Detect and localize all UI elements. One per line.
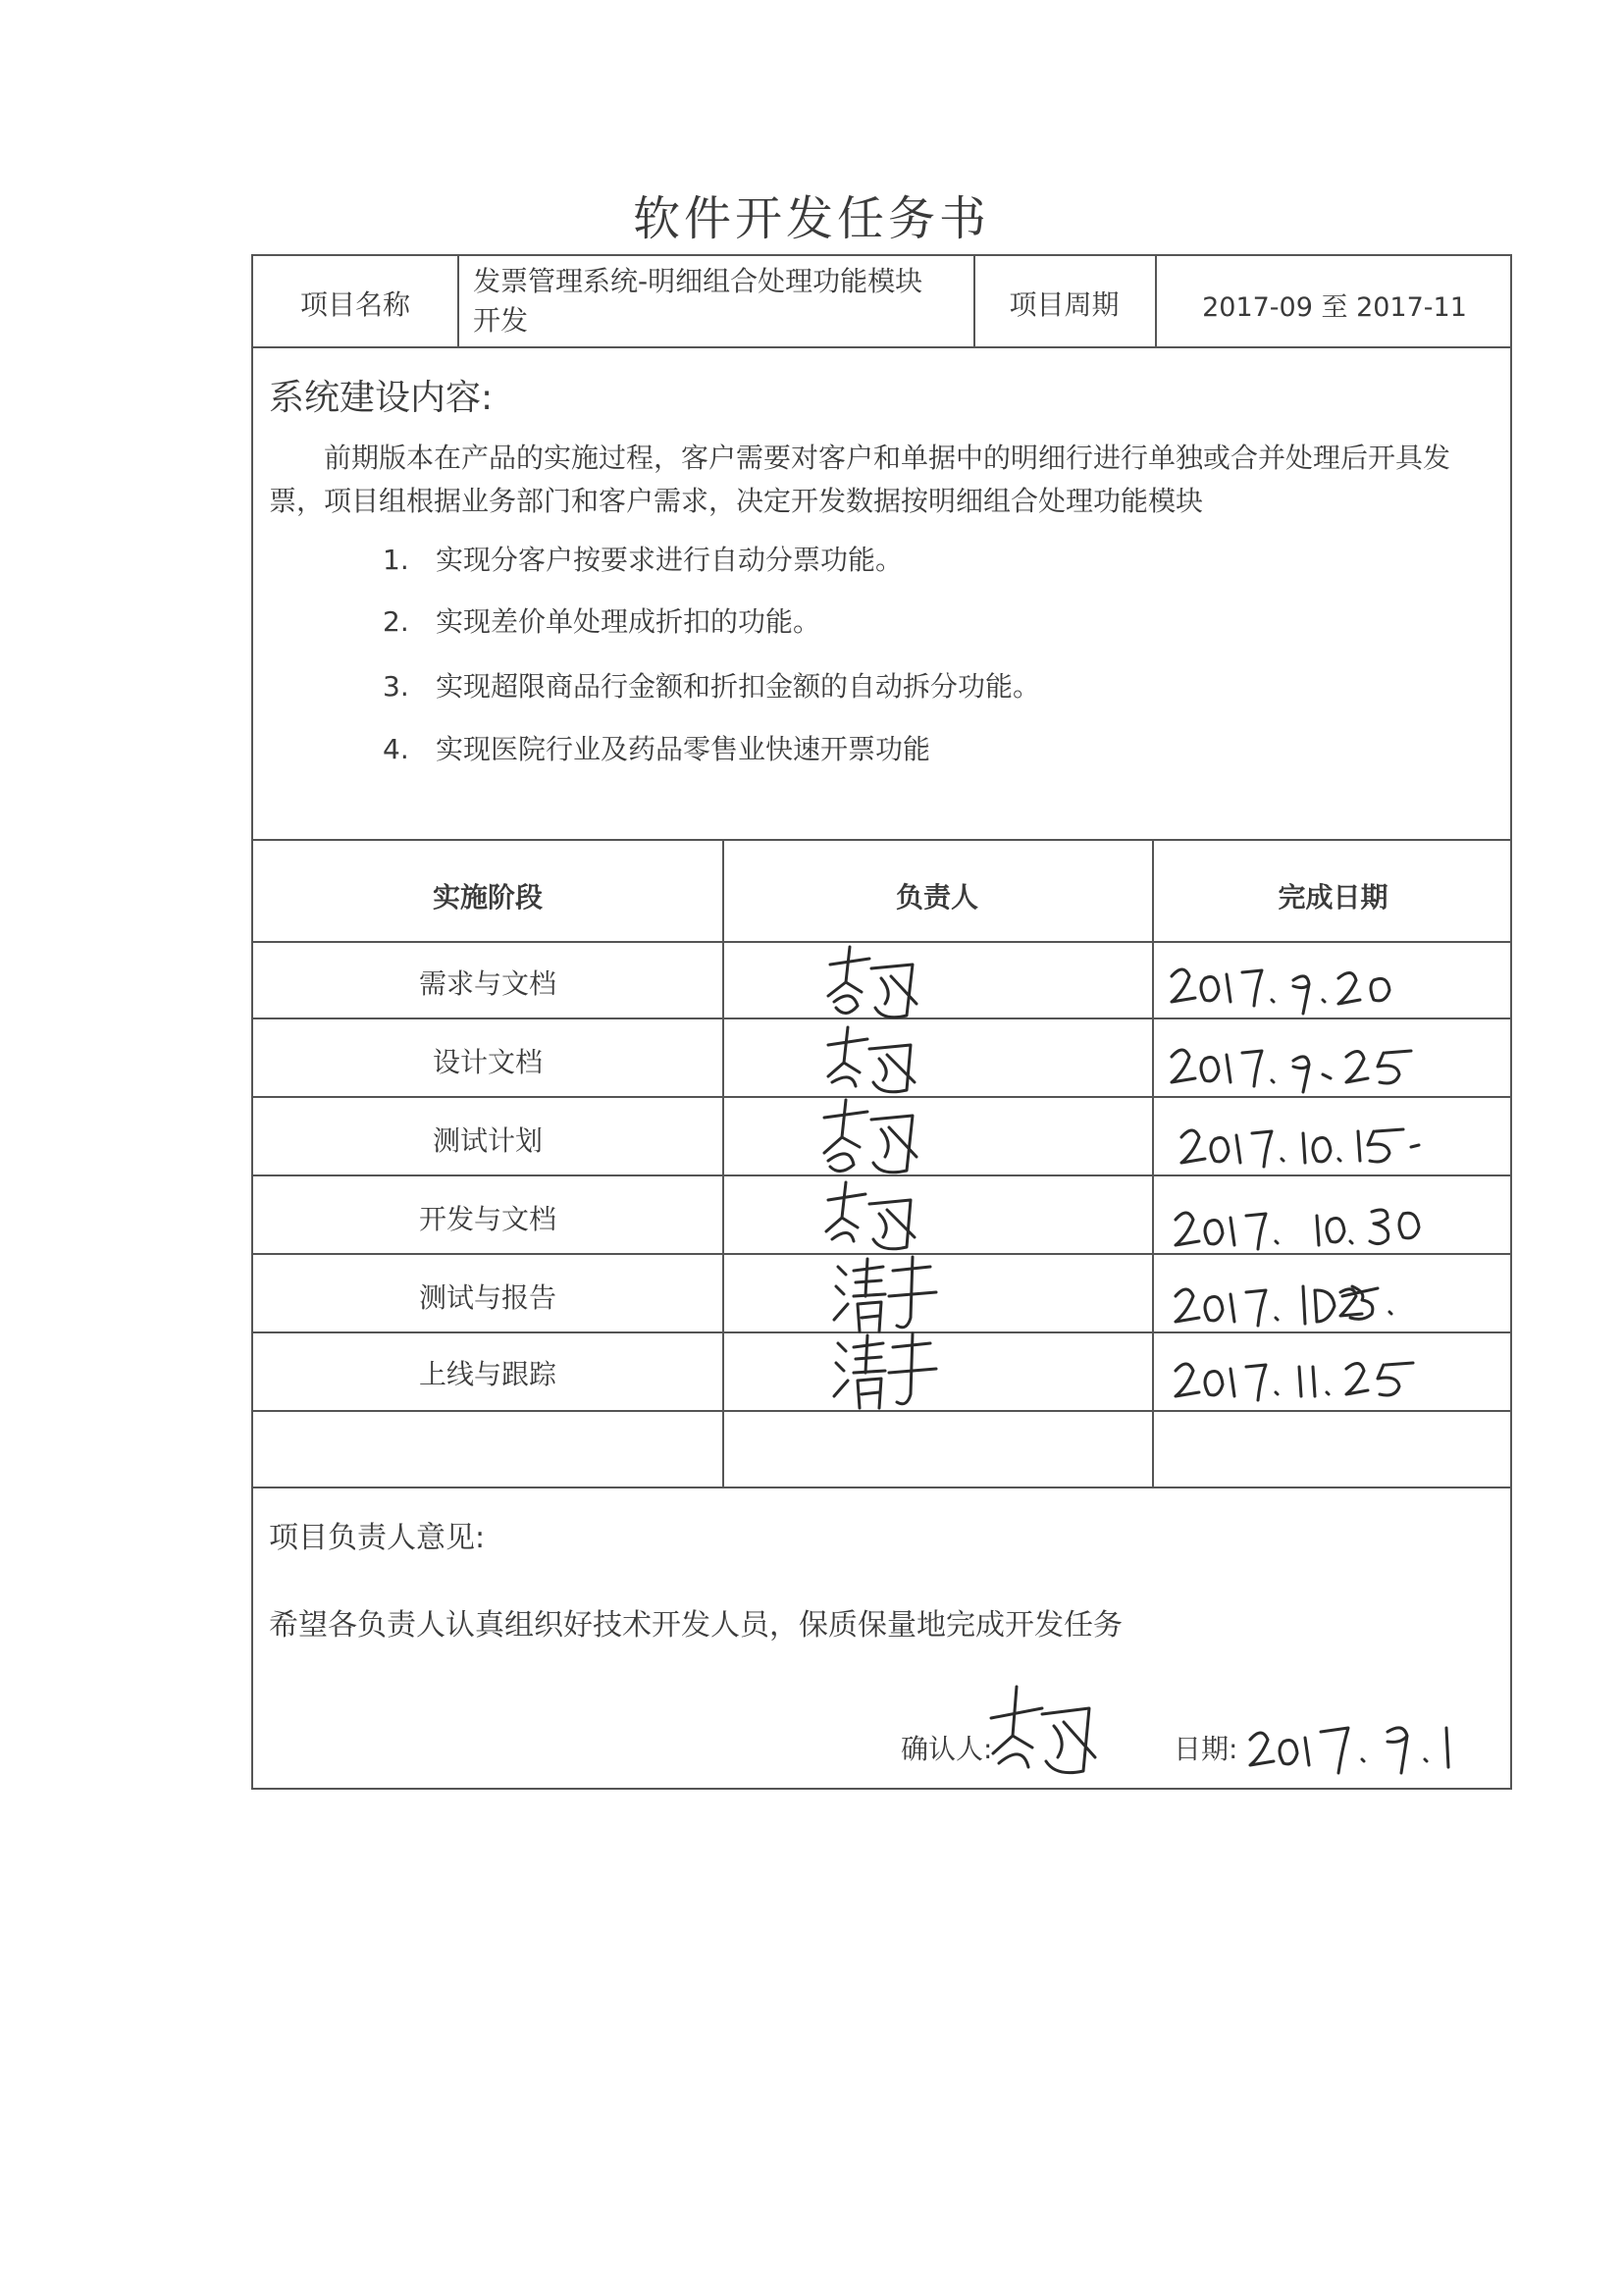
divider xyxy=(1152,839,1154,1487)
divider xyxy=(457,256,459,346)
date-handwriting xyxy=(1166,1035,1440,1094)
opinion-text: 希望各负责人认真组织好技术开发人员，保质保量地完成开发任务 xyxy=(269,1608,1123,1643)
confirm-label: 确认人: xyxy=(901,1733,993,1765)
owner-signature xyxy=(816,1098,934,1180)
list-item: 2. 实现差价单处理成折扣的功能。 xyxy=(383,605,821,638)
stage-cell: 需求与文档 xyxy=(418,967,556,1000)
owner-signature xyxy=(822,1021,930,1100)
list-item: 1. 实现分客户按要求进行自动分票功能。 xyxy=(383,544,904,576)
date-handwriting xyxy=(1170,1267,1435,1330)
date-handwriting xyxy=(1170,1347,1454,1406)
owner-signature xyxy=(822,943,930,1021)
owner-signature xyxy=(832,1257,940,1339)
stage-cell: 测试与报告 xyxy=(418,1281,556,1314)
date-handwriting xyxy=(1176,1112,1460,1171)
divider xyxy=(253,839,1510,841)
date-label: 日期: xyxy=(1174,1733,1238,1765)
stage-cell: 开发与文档 xyxy=(418,1203,556,1235)
divider xyxy=(253,1487,1510,1488)
list-item: 3. 实现超限商品行金额和折扣金额的自动拆分功能。 xyxy=(383,670,1041,703)
owner-signature xyxy=(832,1333,940,1416)
project-period-value: 2017-09 至 2017-11 xyxy=(1202,292,1467,323)
column-header-owner: 负责人 xyxy=(895,881,978,913)
content-paragraph xyxy=(269,437,1495,523)
project-name-label: 项目名称 xyxy=(299,288,410,321)
stage-cell: 上线与跟踪 xyxy=(418,1358,556,1390)
document-title: 软件开发任务书 xyxy=(632,191,990,246)
date-handwriting xyxy=(1244,1708,1480,1777)
paragraph-line: 前期版本在产品的实施过程，客户需要对客户和单据中的明细行进行单独或合并处理后开具发 xyxy=(324,442,1451,474)
content-heading: 系统建设内容: xyxy=(269,378,494,418)
divider xyxy=(722,839,724,1487)
project-name-value xyxy=(473,262,922,340)
project-period-label: 项目周期 xyxy=(1009,288,1120,321)
column-header-date: 完成日期 xyxy=(1278,881,1388,913)
stage-cell: 设计文档 xyxy=(432,1046,543,1078)
opinion-heading: 项目负责人意见: xyxy=(269,1521,486,1555)
divider xyxy=(253,346,1510,348)
column-header-stage: 实施阶段 xyxy=(432,881,543,913)
project-name-line2: 开发 xyxy=(473,304,529,337)
owner-signature xyxy=(822,1178,930,1257)
stage-cell: 测试计划 xyxy=(432,1124,543,1157)
list-item: 4. 实现医院行业及药品零售业快速开票功能 xyxy=(383,733,931,765)
project-name-line1: 发票管理系统-明细组合处理功能模块 xyxy=(473,265,923,297)
date-handwriting xyxy=(1166,957,1421,1016)
confirm-signature xyxy=(987,1679,1105,1777)
task-form-table xyxy=(251,254,1512,1790)
date-handwriting xyxy=(1170,1190,1464,1253)
paragraph-line: 票，项目组根据业务部门和客户需求，决定开发数据按明细组合处理功能模块 xyxy=(269,485,1204,517)
